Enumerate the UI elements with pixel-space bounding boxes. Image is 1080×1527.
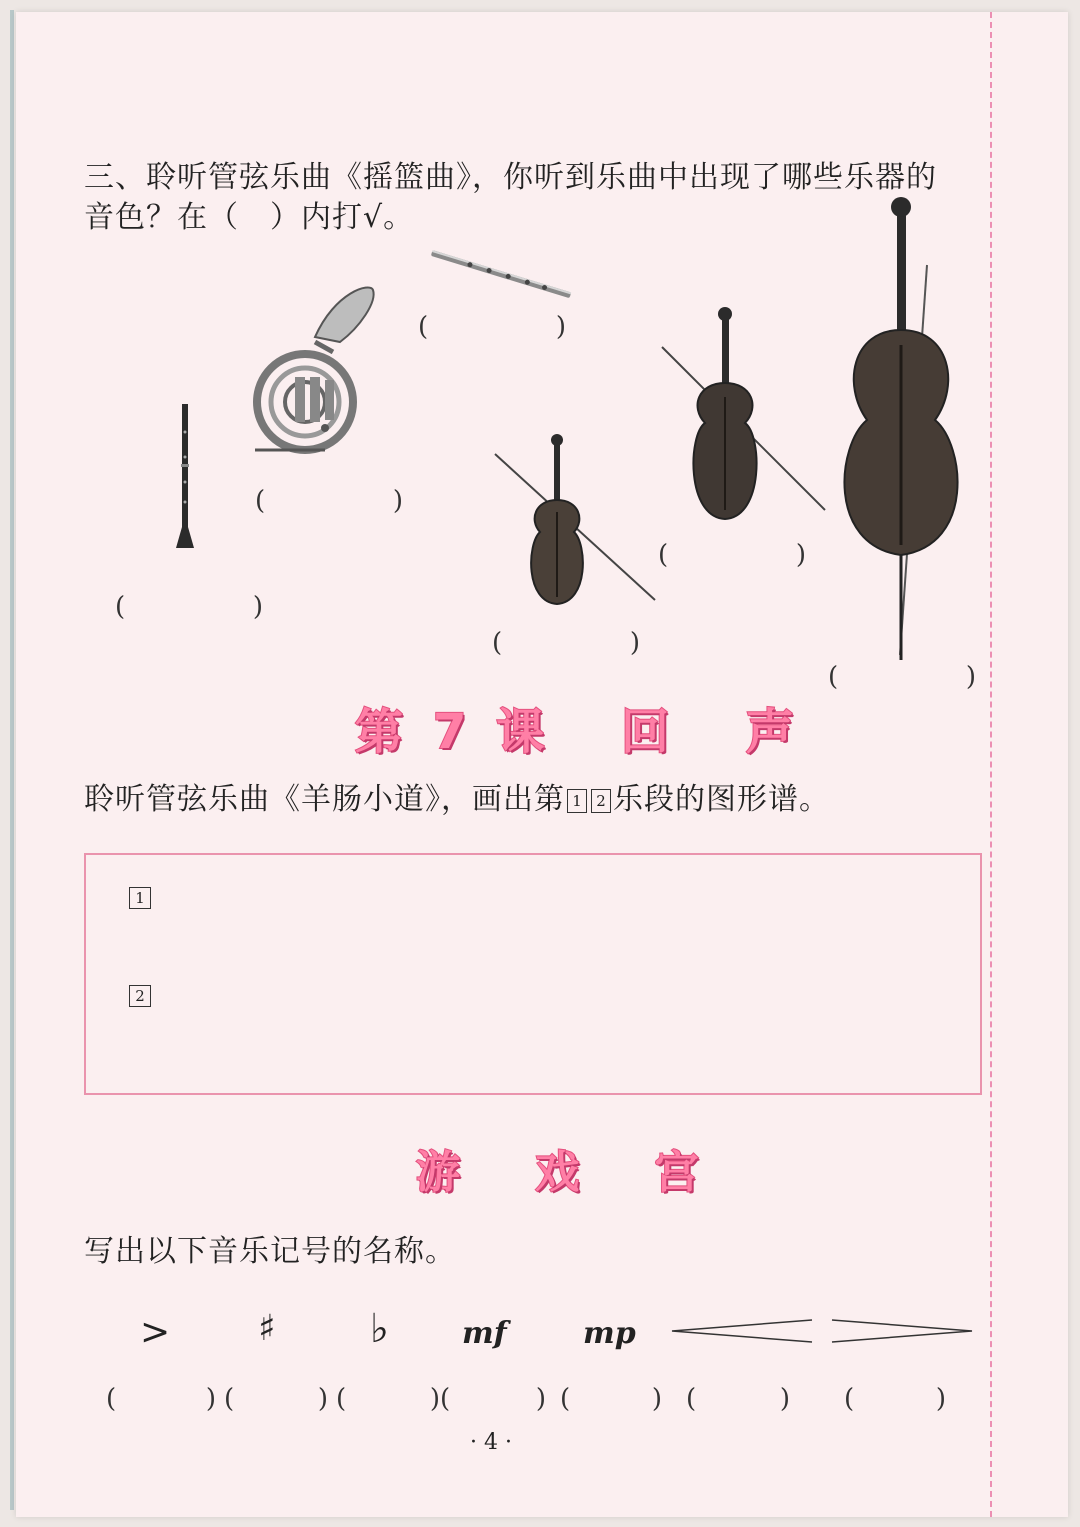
cut-line: [990, 12, 992, 1517]
section-number-1: 1: [567, 789, 587, 813]
graphic-score-answer-box[interactable]: [84, 853, 982, 1095]
game-prompt: 写出以下音乐记号的名称。: [84, 1234, 456, 1269]
section-number-2: 2: [591, 789, 611, 813]
book-spine: [10, 10, 14, 1510]
lesson-7-prompt-end: 乐段的图形谱。: [613, 782, 830, 817]
question-3-line-2: 音色？在（ ）内打√。: [84, 200, 415, 235]
answer-blank-crescendo[interactable]: ( ): [686, 1384, 790, 1414]
answer-blank-cello[interactable]: ( ): [828, 662, 976, 692]
answer-blank-flat[interactable]: ( ): [336, 1384, 440, 1414]
answer-blank-mp[interactable]: ( ): [560, 1384, 662, 1414]
mezzo-forte-mark: mf: [462, 1316, 507, 1351]
sharp-icon: ♯: [258, 1308, 276, 1349]
answer-blank-viola[interactable]: ( ): [658, 540, 806, 570]
flat-icon: ♭: [370, 1306, 389, 1352]
answer-blank-mf[interactable]: ( ): [440, 1384, 546, 1414]
answer-blank-french-horn[interactable]: ( ): [255, 486, 403, 516]
game-palace-heading: 游 戏 宫: [416, 1147, 729, 1198]
violin-icon: [495, 432, 660, 607]
answer-blank-flute[interactable]: ( ): [418, 312, 566, 342]
question-3-line-1: 三、聆听管弦乐曲《摇篮曲》，你听到乐曲中出现了哪些乐器的: [84, 160, 937, 195]
decrescendo-icon: [832, 1318, 972, 1344]
answer-blank-decrescendo[interactable]: ( ): [844, 1384, 946, 1414]
answer-blank-sharp[interactable]: ( ): [224, 1384, 328, 1414]
viola-icon: [660, 305, 830, 527]
page-number: · 4 ·: [470, 1430, 512, 1455]
accent-icon: >: [140, 1312, 171, 1353]
lesson-7-prompt-start: 聆听管弦乐曲《羊肠小道》，画出第: [84, 782, 565, 817]
answer-blank-violin[interactable]: ( ): [492, 628, 640, 658]
box-label-2: 2: [129, 985, 151, 1007]
lesson-7-heading: 第7课 回 声: [355, 704, 824, 760]
mezzo-piano-mark: mp: [583, 1316, 636, 1351]
box-label-1: 1: [129, 887, 151, 909]
crescendo-icon: [672, 1318, 812, 1344]
answer-blank-clarinet[interactable]: ( ): [115, 592, 263, 622]
lesson-7-prompt: [84, 780, 830, 820]
clarinet-icon: [172, 402, 198, 550]
flute-icon: [432, 248, 577, 300]
cello-icon: [832, 195, 977, 665]
answer-blank-accent[interactable]: ( ): [106, 1384, 216, 1414]
french-horn-icon: [245, 282, 375, 467]
